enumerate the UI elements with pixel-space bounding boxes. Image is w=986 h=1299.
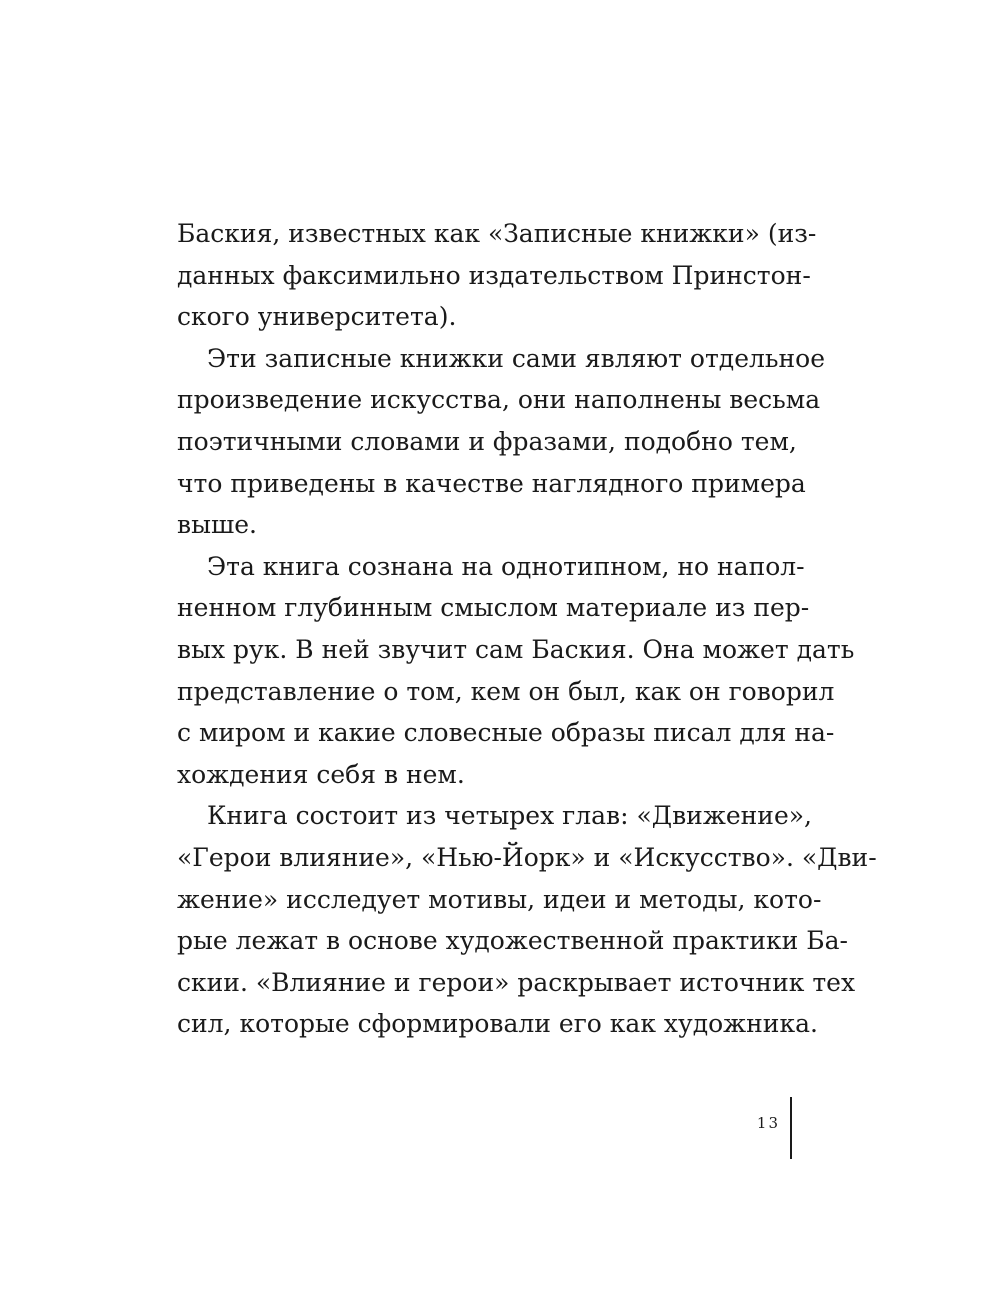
page-number-rule: [790, 1097, 792, 1159]
text-line: «Герои влияние», «Нью-Йорк» и «Искусство». «Дви-: [177, 842, 877, 872]
text-line: Книга состоит из четырех глав: «Движение»,: [207, 801, 812, 831]
text-line: рые лежат в основе художественной практики Ба-: [177, 926, 848, 956]
text-line: скии. «Влияние и герои» раскрывает источник тех: [177, 967, 856, 997]
text-line: вых рук. В ней звучит сам Баския. Она может дать: [177, 634, 855, 664]
page-number: 13: [756, 1114, 780, 1132]
text-line: сил, которые сформировали его как художника.: [177, 1009, 818, 1039]
body-text: [177, 213, 877, 1045]
text-line: хождения себя в нем.: [177, 759, 465, 789]
text-line: жение» исследует мотивы, идеи и методы, кото-: [177, 884, 822, 914]
text-line: ского университета).: [177, 302, 457, 332]
text-line: выше.: [177, 510, 257, 540]
text-line: ненном глубинным смыслом материале из пер-: [177, 593, 810, 623]
text-line: данных факсимильно издательством Принстон-: [177, 260, 811, 290]
text-line: что приведены в качестве наглядного примера: [177, 468, 806, 498]
text-line: представление о том, кем он был, как он говорил: [177, 676, 835, 706]
text-line: Эти записные книжки сами являют отдельное: [207, 343, 825, 373]
text-line: Баския, известных как «Записные книжки» (из-: [177, 219, 817, 248]
text-line: Эта книга сознана на однотипном, но напол-: [207, 551, 805, 581]
text-line: поэтичными словами и фразами, подобно тем,: [177, 426, 797, 456]
text-line: произведение искусства, они наполнены весьма: [177, 385, 821, 415]
text-line: с миром и какие словесные образы писал для на-: [177, 718, 835, 748]
